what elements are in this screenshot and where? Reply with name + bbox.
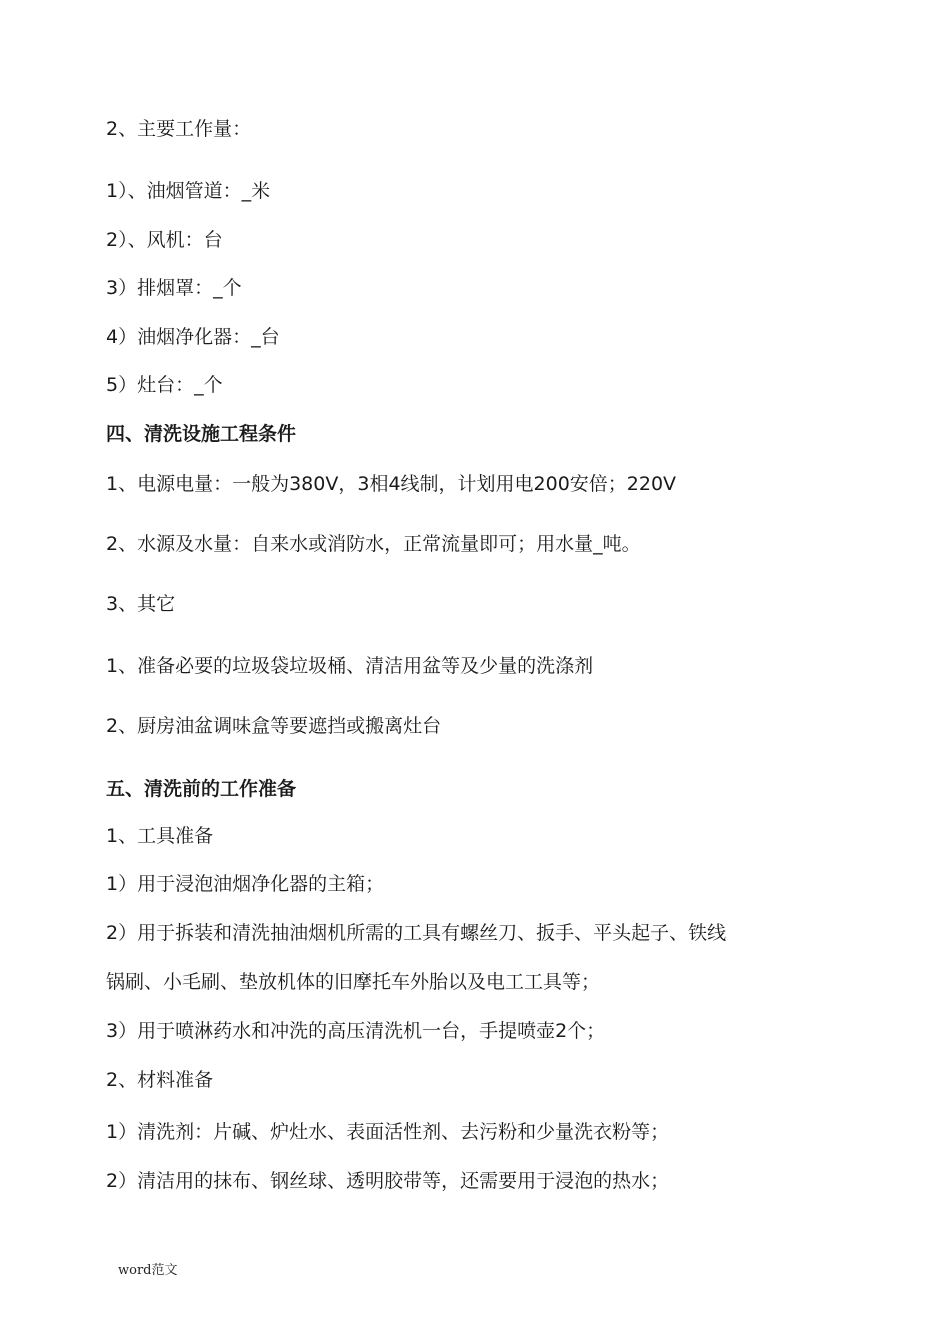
text-line: 1、准备必要的垃圾袋垃圾桶、清洁用盆等及少量的洗涤剂 bbox=[106, 655, 594, 677]
text-line: 2）清洁用的抹布、钢丝球、透明胶带等，还需要用于浸泡的热水； bbox=[106, 1170, 670, 1192]
text-line: 3、其它 bbox=[106, 593, 176, 615]
text-line: 3）用于喷淋药水和冲洗的高压清洗机一台，手提喷壶2个； bbox=[106, 1020, 606, 1042]
text-line: 2、水源及水量：自来水或消防水，正常流量即可；用水量_吨。 bbox=[106, 533, 641, 555]
text-line: 2）、风机：台 bbox=[106, 229, 223, 251]
page-footer: word范文 bbox=[118, 1263, 178, 1278]
text-line: 2、材料准备 bbox=[106, 1069, 214, 1091]
text-line: 1）用于浸泡油烟净化器的主箱； bbox=[106, 873, 385, 895]
text-line: 1）、油烟管道：_米 bbox=[106, 180, 271, 202]
text-line: 1、电源电量：一般为380V，3相4线制，计划用电200安倍；220V bbox=[106, 473, 677, 495]
text-line: 2、厨房油盆调味盒等要遮挡或搬离灶台 bbox=[106, 715, 442, 737]
text-line: 3）排烟罩：_个 bbox=[106, 277, 242, 299]
text-line: 1、工具准备 bbox=[106, 825, 214, 847]
section-heading: 四、清洗设施工程条件 bbox=[106, 423, 297, 445]
section-heading: 五、清洗前的工作准备 bbox=[106, 778, 297, 800]
text-line: 1）清洗剂：片碱、炉灶水、表面活性剂、去污粉和少量洗衣粉等； bbox=[106, 1121, 670, 1143]
text-line: 4）油烟净化器：_台 bbox=[106, 326, 280, 348]
text-line: 锅刷、小毛刷、垫放机体的旧摩托车外胎以及电工工具等； bbox=[106, 971, 601, 993]
text-line: 5）灶台：_个 bbox=[106, 374, 223, 396]
text-line: 2、主要工作量： bbox=[106, 118, 252, 140]
text-line: 2）用于拆装和清洗抽油烟机所需的工具有螺丝刀、扳手、平头起子、铁线 bbox=[106, 922, 727, 944]
